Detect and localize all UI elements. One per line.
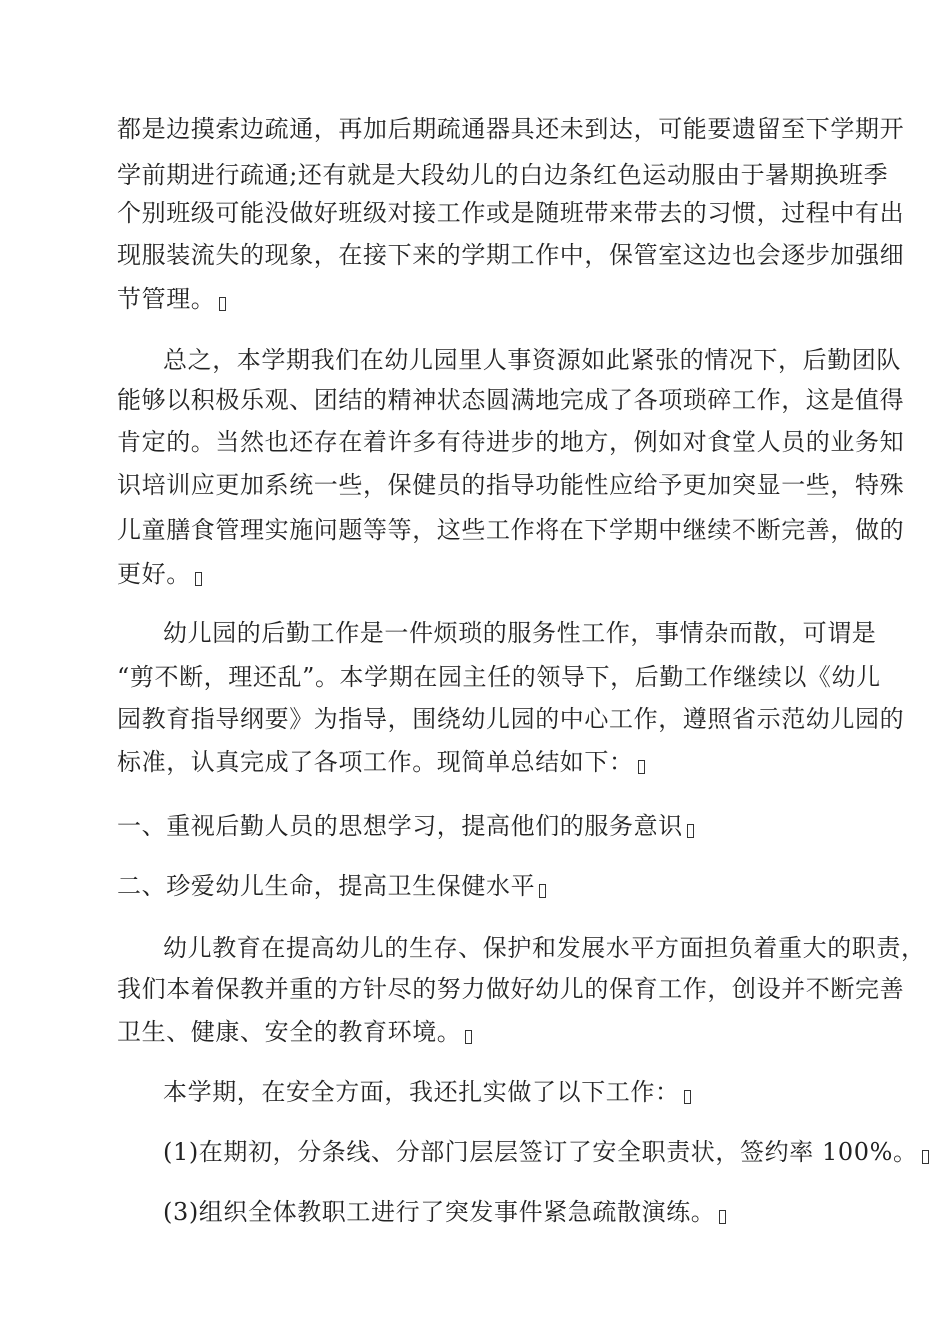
text-line — [117, 385, 904, 415]
text-line — [117, 811, 694, 841]
line-text: 我们本着保教并重的方针尽的努力做好幼儿的保育工作，创设并不断完善 — [117, 975, 905, 1003]
line-text: (1)在期初，分条线、分部门层层签订了安全职责状，签约率 100%。 — [163, 1138, 918, 1166]
line-text: 更好。 — [117, 560, 191, 588]
line-text: 二、珍爱幼儿生命，提高卫生保健水平 — [117, 872, 536, 900]
text-line — [117, 1017, 472, 1047]
text-line — [163, 618, 876, 648]
paragraph-mark-icon — [219, 297, 226, 311]
line-text: 都是边摸索边疏通，再加后期疏通器具还未到达，可能要遗留至下学期开 — [117, 115, 905, 143]
line-text: 园教育指导纲要》为指导，围绕幼儿园的中心工作，遵照省示范幼儿园的 — [117, 705, 905, 733]
paragraph-mark-icon — [465, 1030, 472, 1044]
line-text: 识培训应更加系统一些，保健员的指导功能性应给予更加突显一些，特殊 — [117, 471, 905, 499]
line-text: 儿童膳食管理实施问题等等，这些工作将在下学期中继续不断完善，做的 — [117, 516, 905, 544]
text-line — [117, 662, 881, 692]
paragraph-mark-icon — [684, 1090, 691, 1104]
line-text: 本学期，在安全方面，我还扎实做了以下工作： — [163, 1078, 680, 1106]
line-text: 卫生、健康、安全的教育环境。 — [117, 1018, 462, 1046]
text-line — [163, 933, 926, 963]
paragraph-mark-icon — [638, 760, 645, 774]
line-text: 一、重视后勤人员的思想学习，提高他们的服务意识 — [117, 812, 683, 840]
text-line — [117, 470, 904, 500]
text-line — [117, 974, 904, 1004]
text-line — [117, 704, 904, 734]
line-text: 现服装流失的现象，在接下来的学期工作中，保管室这边也会逐步加强细 — [117, 241, 905, 269]
text-line — [163, 345, 901, 375]
line-text: 学前期进行疏通;还有就是大段幼儿的白边条红色运动服由于暑期换班季 — [117, 161, 889, 189]
text-line — [163, 1137, 929, 1167]
paragraph-mark-icon — [687, 824, 694, 838]
paragraph-mark-icon — [922, 1150, 929, 1164]
text-line — [117, 240, 904, 270]
text-line — [117, 160, 888, 190]
text-line — [117, 515, 904, 545]
text-line — [117, 198, 904, 228]
text-line — [163, 1197, 726, 1227]
line-text: 个别班级可能没做好班级对接工作或是随班带来带去的习惯，过程中有出 — [117, 199, 905, 227]
text-line — [117, 747, 645, 777]
text-line — [117, 427, 904, 457]
line-text: (3)组织全体教职工进行了突发事件紧急疏散演练。 — [163, 1198, 716, 1226]
text-line — [117, 871, 546, 901]
paragraph-mark-icon — [719, 1210, 726, 1224]
text-line — [163, 1077, 691, 1107]
text-line — [117, 559, 202, 589]
paragraph-mark-icon — [539, 884, 546, 898]
line-text: 标准，认真完成了各项工作。现简单总结如下： — [117, 748, 634, 776]
line-text: 总之，本学期我们在幼儿园里人事资源如此紧张的情况下，后勤团队 — [163, 346, 901, 374]
line-text: “剪不断，理还乱”。本学期在园主任的领导下，后勤工作继续以《幼儿 — [117, 663, 881, 691]
line-text: 节管理。 — [117, 285, 216, 313]
line-text: 幼儿教育在提高幼儿的生存、保护和发展水平方面担负着重大的职责， — [163, 934, 926, 962]
line-text: 肯定的。当然也还存在着许多有待进步的地方，例如对食堂人员的业务知 — [117, 428, 905, 456]
paragraph-mark-icon — [195, 572, 202, 586]
text-line — [117, 114, 904, 144]
line-text: 能够以积极乐观、团结的精神状态圆满地完成了各项琐碎工作，这是值得 — [117, 386, 905, 414]
line-text: 幼儿园的后勤工作是一件烦琐的服务性工作，事情杂而散，可谓是 — [163, 619, 877, 647]
text-line — [117, 284, 226, 314]
